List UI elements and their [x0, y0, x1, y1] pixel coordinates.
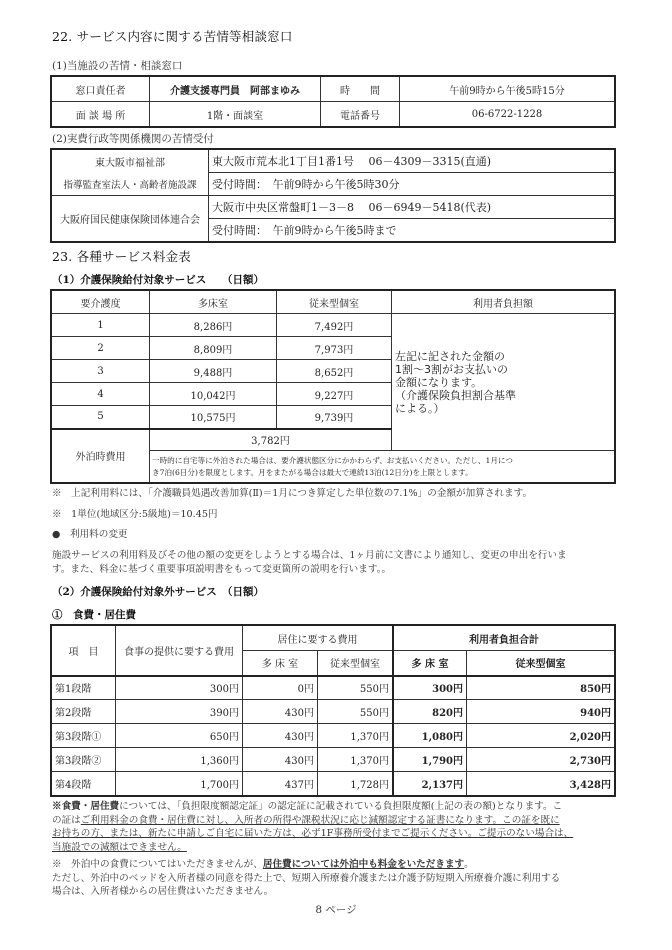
- table-row: [52, 314, 615, 337]
- cell-manager: 介護支援専門員 阿部まゆみ: [150, 77, 321, 102]
- food-note-text: の証は: [52, 814, 81, 826]
- cell-multi: 8,809円: [150, 337, 277, 360]
- header-living-multi: 多 床 室: [243, 651, 318, 676]
- cell-living-multi: 430円: [243, 748, 318, 772]
- cell-stage: 第1段階: [52, 676, 116, 700]
- table-row: [52, 748, 615, 772]
- table-row: [52, 700, 615, 724]
- absence-note-text: ※ 外泊中の食費についてはいただきませんが、: [52, 859, 263, 870]
- header-total: 利用者負担合計: [393, 626, 615, 651]
- absence-note-line: 場合は、入所者様からの居住費はいただきません。: [52, 886, 274, 897]
- cell-label-place: 面 談 場 所: [52, 102, 150, 127]
- cell-total-multi: 820円: [393, 700, 467, 724]
- cell-living-multi: 0円: [243, 676, 318, 700]
- cell-level: 2: [52, 337, 150, 360]
- header-multi-room: 多床室: [150, 291, 277, 314]
- cell-private: 7,492円: [277, 314, 392, 337]
- org1-name-line2: 指導監査室法人・高齢者施設課: [52, 173, 209, 196]
- cell-living-multi: 430円: [243, 700, 318, 724]
- header-user-burden: 利用者負担額: [392, 291, 615, 314]
- external-agencies-table: [51, 149, 615, 242]
- absence-note-text: 。: [464, 859, 474, 870]
- burden-note-line: （介護保険負担割合基準: [395, 388, 516, 402]
- section-22-title: 22. サービス内容に関する苦情等相談窓口: [52, 29, 293, 44]
- header-food: 食事の提供に要する費用: [116, 626, 243, 676]
- gaihaku-note-line: き7泊(6日分)を限度とします。月をまたがる場合は最大で連続13泊(12日分)を上限とします。: [152, 467, 473, 477]
- fee-change-text: [52, 549, 662, 577]
- gaihaku-note-line: 一時的に自宅等に外泊された場合は、要介護状態区分にかかわらず、お支払いください。ただし、1月につ: [152, 455, 513, 465]
- cell-private: 9,227円: [277, 383, 392, 406]
- food-note-underlined: お持ちの方、または、新たに申請しご自宅に届いた方は、必ず1F事務所受付までご提示ください。ご提示のない場合は、: [52, 828, 574, 839]
- note-unit: ※ 1単位(地域区分:5級地)＝10.45円: [52, 509, 218, 520]
- cell-food: 300円: [116, 676, 243, 700]
- cell-living-private: 550円: [318, 700, 394, 724]
- cell-living-multi: 430円: [243, 724, 318, 748]
- cell-stage: 第4段階: [52, 772, 116, 796]
- header-living-private: 従来型個室: [318, 651, 394, 676]
- cell-label-hours: 時 間: [321, 77, 400, 102]
- cell-total-multi: 1,080円: [393, 724, 467, 748]
- cell-total-multi: 1,790円: [393, 748, 467, 772]
- cell-total-multi: 2,137円: [393, 772, 467, 796]
- cell-level: 5: [52, 406, 150, 429]
- cell-total-private: 2,730円: [467, 748, 615, 772]
- cell-food: 390円: [116, 700, 243, 724]
- header-total-multi: 多 床 室: [393, 651, 467, 676]
- cell-level: 3: [52, 360, 150, 383]
- org1-address: 東大阪市荒本北1丁目1番1号 06－4309－3315(直通): [209, 150, 615, 173]
- absence-note-emphasis: 居住費については外泊中も料金をいただきます: [262, 859, 465, 870]
- food-note-line: [52, 814, 662, 828]
- fee-change-line: す。また、料金に基づく重要事項説明書をもって変更箇所の説明を行います。。: [52, 564, 392, 575]
- header-item: 項 目: [52, 626, 116, 676]
- cell-stage: 第2段階: [52, 700, 116, 724]
- header-total-private: 従来型個室: [467, 651, 615, 676]
- burden-note-line: による。）: [395, 401, 445, 415]
- gaihaku-value: 3,782円: [150, 429, 392, 451]
- cell-total-private: 2,020円: [467, 724, 615, 748]
- org1-hours: 受付時間： 午前9時から午後5時30分: [209, 173, 615, 196]
- page-number: 8 ページ: [315, 904, 357, 916]
- table-row: [52, 724, 615, 748]
- cell-phone: 06-6722-1228: [400, 102, 615, 127]
- fee-change-line: 施設サービスの利用料及びその他の額の変更をしようとする場合は、1ヶ月前に文書により通知し、変更の申出を行いま: [52, 550, 567, 561]
- cell-total-multi: 300円: [393, 676, 467, 700]
- absence-note: [52, 858, 662, 899]
- section-23-sub1: （1）介護保険給付対象サービス （日額）: [52, 274, 265, 286]
- cell-living-private: 1,370円: [318, 748, 394, 772]
- burden-note-line: 金額になります。: [395, 375, 483, 389]
- cell-food: 1,360円: [116, 748, 243, 772]
- absence-note-line: ただし、外泊中のベッドを入所者様の同意を得た上で、短期入所療養介護または介護予防短期入所療養介護に利用する: [52, 872, 561, 884]
- table-row: [52, 676, 615, 700]
- food-note-underlined: 当施設での減額はできません。: [52, 841, 187, 853]
- cell-label-phone: 電話番号: [321, 102, 400, 127]
- section-22-sub2: (2)実費行政等関係機関の苦情受付: [52, 133, 214, 145]
- cell-multi: 10,575円: [150, 406, 277, 429]
- org1-name-line1: 東大阪市福祉部: [52, 150, 209, 173]
- absence-note-line: [52, 858, 662, 872]
- header-private-room: 従来型個室: [277, 291, 392, 314]
- food-note-lead: ※食費・居住費: [52, 801, 120, 812]
- note-addition: ※ 上記利用料には、「介護職員処遇改善加算(Ⅱ)＝1月につき算定した単位数の7.1%」の金額が加算されます。: [52, 488, 533, 499]
- cell-stage: 第3段階②: [52, 748, 116, 772]
- cell-multi: 9,488円: [150, 360, 277, 383]
- header-living: 居住に要する費用: [243, 626, 394, 651]
- cell-multi: 8,286円: [150, 314, 277, 337]
- cell-private: 9,739円: [277, 406, 392, 429]
- cell-private: 8,652円: [277, 360, 392, 383]
- cell-living-private: 1,728円: [318, 772, 394, 796]
- section-22-sub1: (1)当施設の苦情・相談窓口: [52, 60, 183, 72]
- fee-change-title: ● 利用料の変更: [52, 529, 128, 540]
- gaihaku-note: [150, 451, 615, 483]
- cell-living-multi: 437円: [243, 772, 318, 796]
- food-note-line: [52, 800, 662, 814]
- complaint-window-table: [51, 76, 615, 127]
- table-row: [52, 772, 615, 796]
- cell-stage: 第3段階①: [52, 724, 116, 748]
- food-living-fee-table: [51, 625, 615, 796]
- care-service-fee-table: [51, 290, 615, 483]
- cell-total-private: 3,428円: [467, 772, 615, 796]
- cell-living-private: 1,370円: [318, 724, 394, 748]
- gaihaku-label: 外泊時費用: [52, 429, 150, 483]
- burden-note-line: 1割～3割がお支払いの: [395, 362, 508, 376]
- header-care-level: 要介護度: [52, 291, 150, 314]
- section-23-sub2: （2）介護保険給付対象外サービス （日額）: [52, 586, 265, 598]
- section-23-title: 23. 各種サービス料金表: [52, 249, 191, 264]
- cell-total-private: 850円: [467, 676, 615, 700]
- org2-address: 大阪市中央区常盤町1－3－8 06－6949－5418(代表): [209, 196, 615, 219]
- cell-place: 1階・面談室: [150, 102, 321, 127]
- cell-food: 650円: [116, 724, 243, 748]
- cell-multi: 10,042円: [150, 383, 277, 406]
- cell-hours: 午前9時から午後5時15分: [400, 77, 615, 102]
- cell-living-private: 550円: [318, 676, 394, 700]
- burden-note: [392, 314, 615, 451]
- section-23-sub2-1: ① 食費・居住費: [52, 609, 136, 621]
- cell-private: 7,973円: [277, 337, 392, 360]
- org2-name: 大阪府国民健康保険団体連合会: [52, 196, 209, 242]
- burden-note-line: 左記に記された金額の: [395, 349, 505, 363]
- cell-label-manager: 窓口責任者: [52, 77, 150, 102]
- org2-hours: 受付時間： 午前9時から午後5時まで: [209, 219, 615, 242]
- food-note-text: については、「負担限度額認定証」の認定証に記載されている負担限度額(上記の表の額)となります。こ: [119, 801, 563, 812]
- cell-level: 1: [52, 314, 150, 337]
- food-living-note: [52, 800, 662, 854]
- food-note-underlined: ご利用料金の食費・居住費に対し、入所者の所得や課税状況に応じ減額認定する証書になります。この証を既に: [80, 814, 560, 826]
- cell-food: 1,700円: [116, 772, 243, 796]
- cell-level: 4: [52, 383, 150, 406]
- cell-total-private: 940円: [467, 700, 615, 724]
